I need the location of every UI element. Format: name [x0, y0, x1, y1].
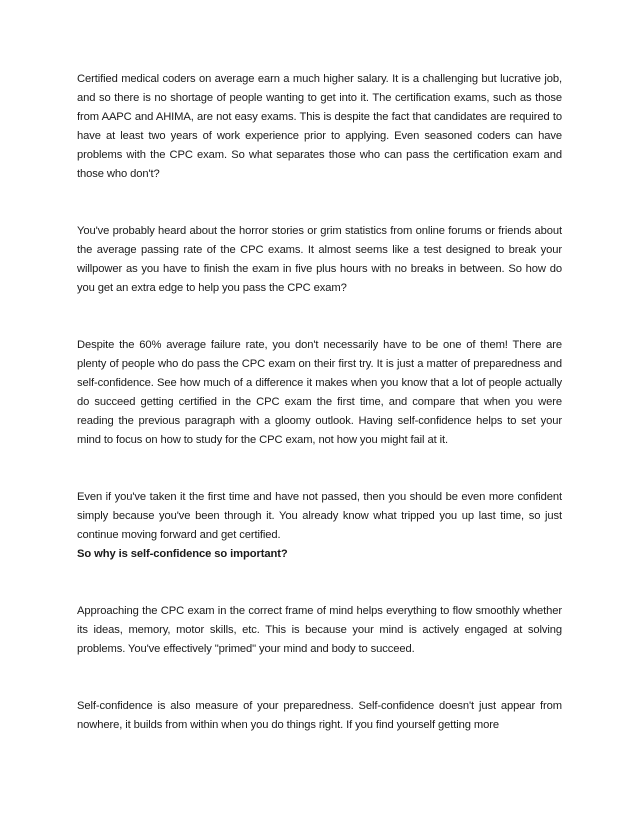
section-heading: So why is self-confidence so important?	[77, 548, 288, 560]
paragraph-3: Despite the 60% average failure rate, you don't necessarily have to be one of them! There are plenty of people who do pass the CPC exam on their first try. It is just a matter of preparedness and self-confidence. See how much of a difference it makes when you know that a lot of people actually do succeed getting certified in the CPC exam the first time, and compare that when you were reading the previous paragraph with a gloomy outlook. Having self-confidence helps to set your mind to focus on how to study for the CPC exam, not how you might fail at it.	[77, 339, 562, 446]
paragraph-6: Self-confidence is also measure of your preparedness. Self-confidence doesn't just appear from nowhere, it builds from within when you do things right. If you find yourself getting more	[77, 700, 562, 731]
paragraph-2: You've probably heard about the horror stories or grim statistics from online forums or friends about the average passing rate of the CPC exams. It almost seems like a test designed to break your willpower as you have to finish the exam in five plus hours with no breaks in between. So how do you get an extra edge to help you pass the CPC exam?	[77, 225, 562, 294]
document-body	[77, 70, 562, 735]
paragraph-4: Even if you've taken it the first time and have not passed, then you should be even more confident simply because you've been through it. You already know what tripped you up last time, so just continue moving forward and get certified.	[77, 491, 562, 541]
paragraph-5: Approaching the CPC exam in the correct frame of mind helps everything to flow smoothly whether its ideas, memory, motor skills, etc. This is because your mind is actively engaged at solving problems. You've effectively "primed" your mind and body to succeed.	[77, 605, 562, 655]
paragraph-1: Certified medical coders on average earn a much higher salary. It is a challenging but lucrative job, and so there is no shortage of people wanting to get into it. The certification exams, such as those from AAPC and AHIMA, are not easy exams. This is despite the fact that candidates are required to have at least two years of work experience prior to applying. Even seasoned coders can have problems with the CPC exam. So what separates those who can pass the certification exam and those who don't?	[77, 73, 562, 180]
